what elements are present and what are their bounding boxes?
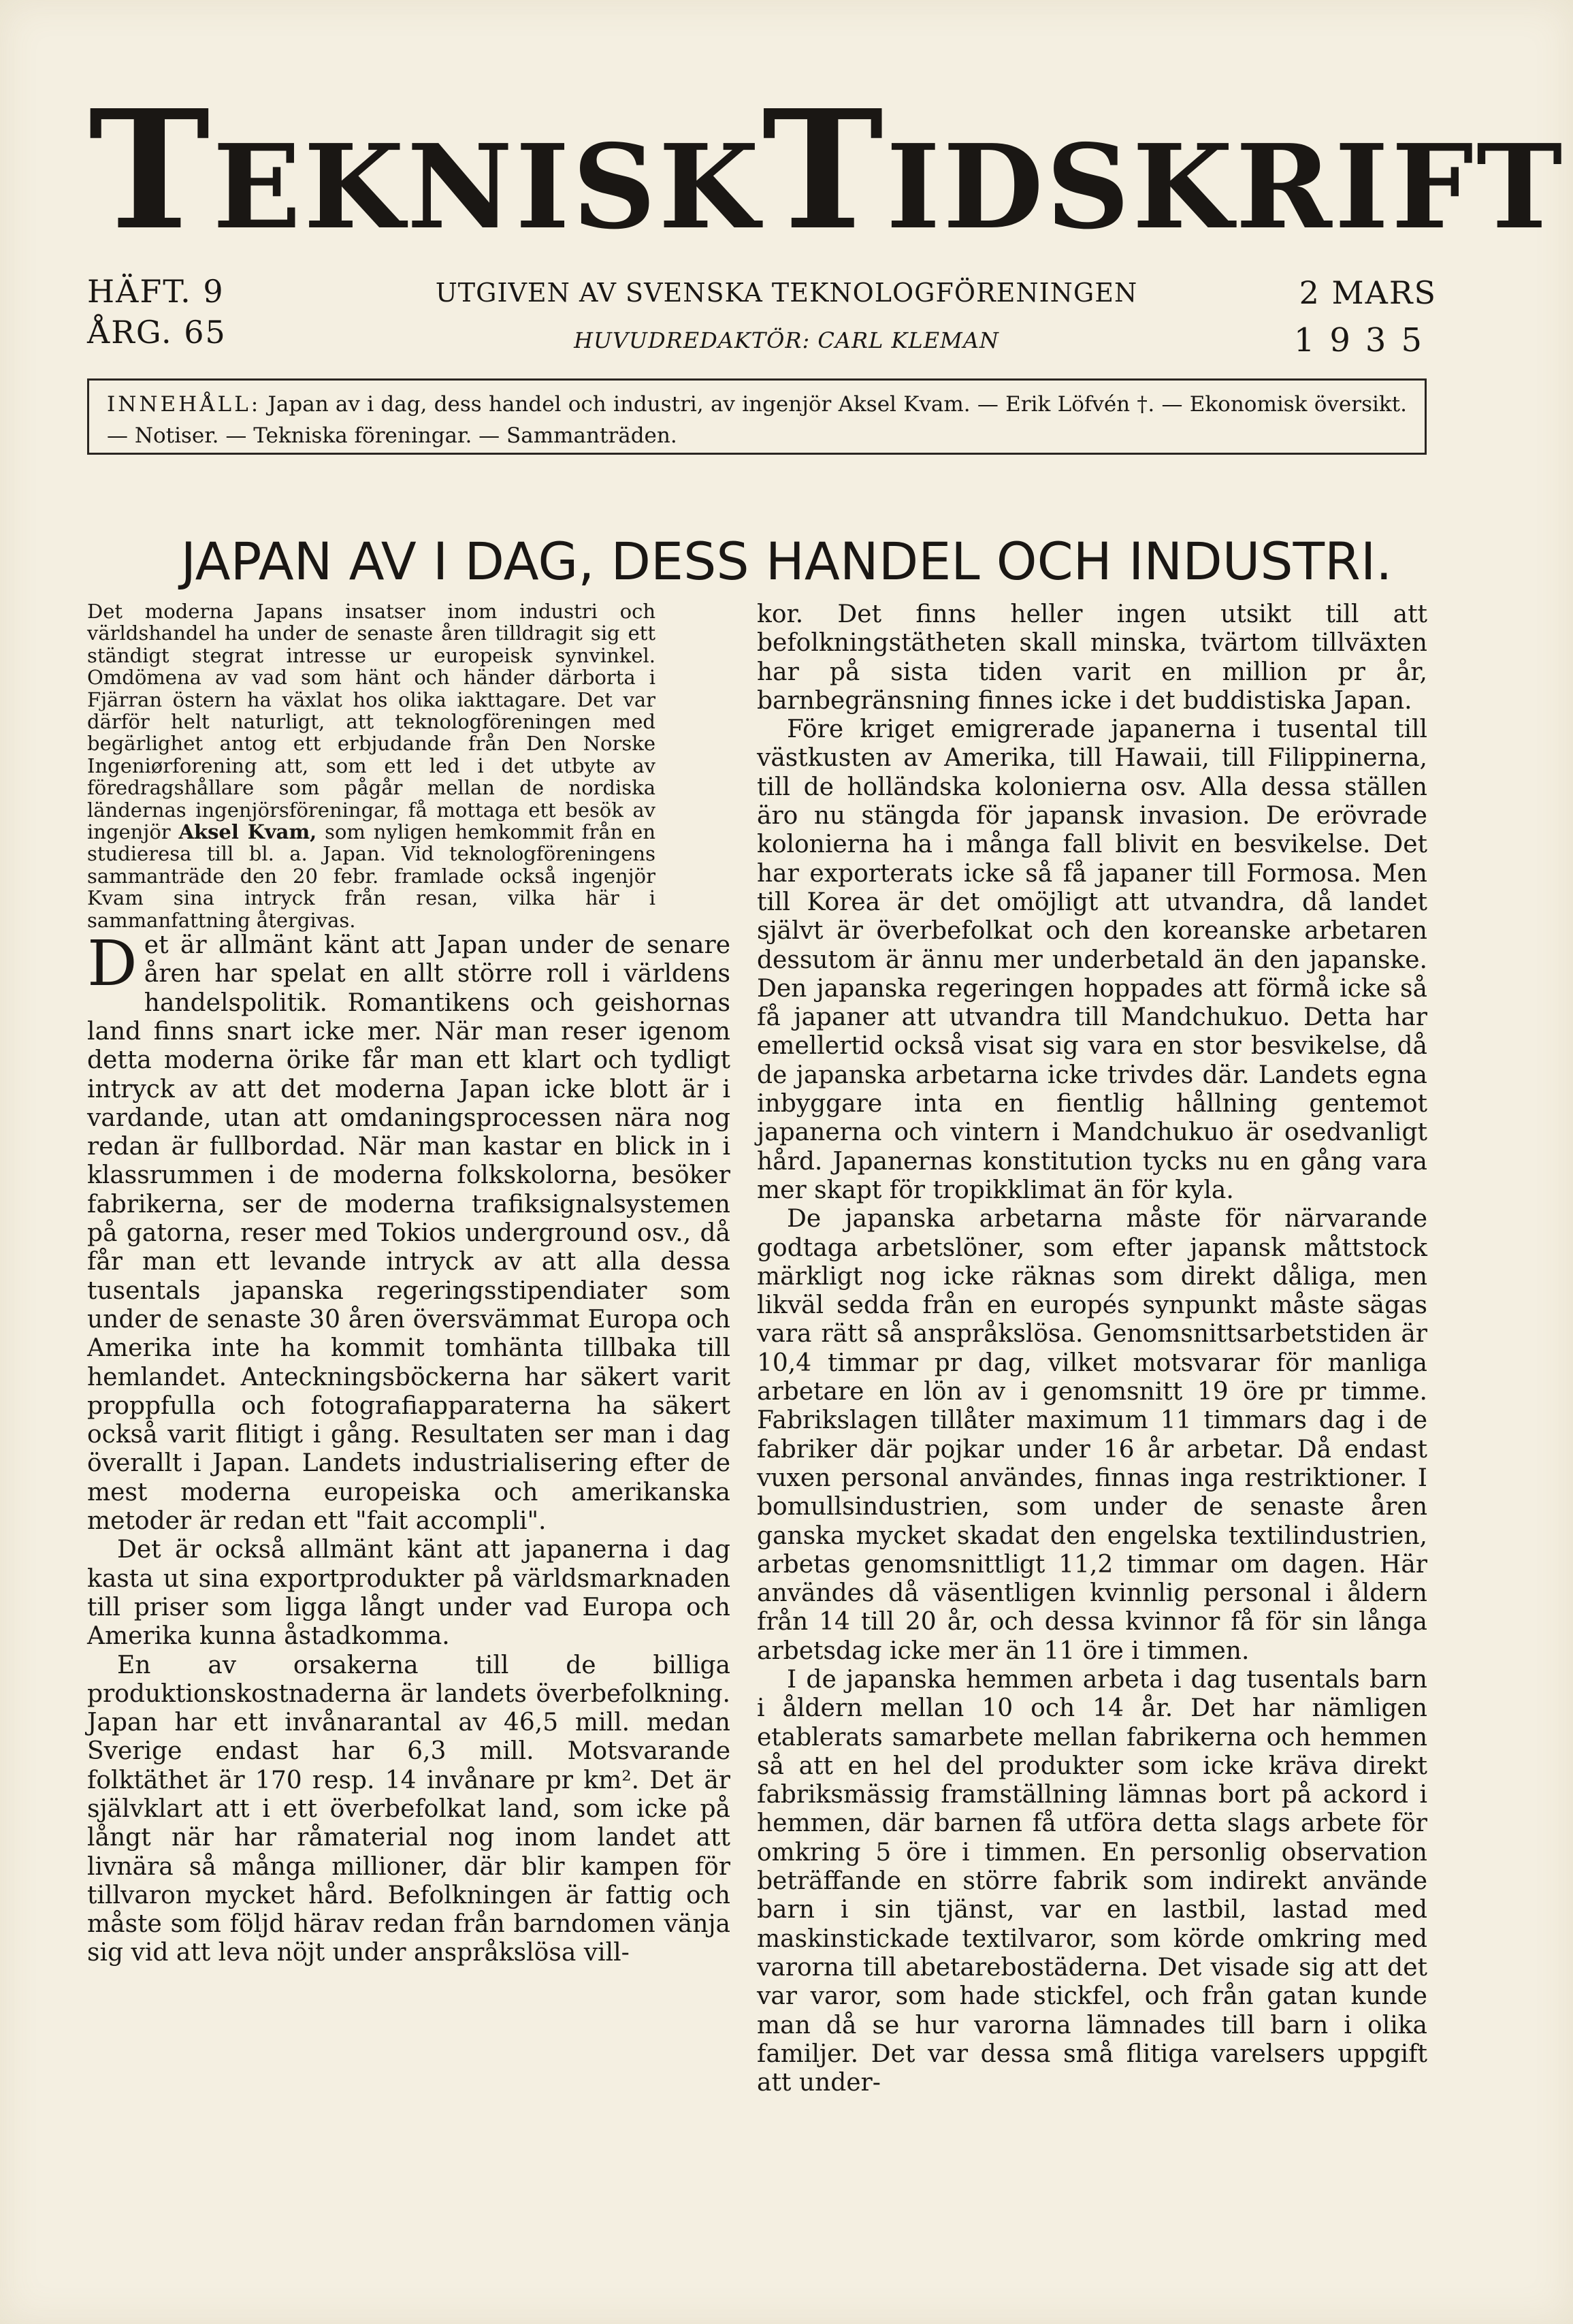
- article-headline: JAPAN AV I DAG, DESS HANDEL OCH INDUSTRI.: [180, 531, 1393, 592]
- article-column-right: [757, 600, 1427, 2097]
- paragraph: Före kriget emigrerade japanerna i tusental till västkusten av Amerika, till Hawaii, till Filippinerna, till de holländska kolonierna osv. Alla dessa ställen äro nu stängda för japansk invasion. De erövrade kolonierna ha i många fall blivit en besvikelse. Det har exporterats icke så få japaner till Formosa. Men till Korea är det omöjligt att utvandra, då landet självt är överbefolkat och den koreanske arbetaren dessutom är ännu mer underbetald än den japanske. Den japanska regeringen hoppades att förmå icke så få japaner att utvandra till Mandchukuo. Detta har emellertid också visat sig vara en stor besvikelse, då de japanska arbetarna icke trivdes där. Landets egna inbyggare inta en fientlig hållning gentemot japanerna och vintern i Mandchukuo är osedvanligt hård. Japanernas konstitution tycks nu en gång vara mer skapt för tropikklimat än för kyla.: [757, 715, 1427, 1204]
- paragraph: Det är också allmänt känt att japanerna i dag kasta ut sina exportprodukter på världsmarknaden till priser som ligga långt under vad Europa och Amerika kunna åstadkomma.: [87, 1536, 730, 1651]
- article-column-left: [87, 600, 730, 1968]
- intro-author: Aksel Kvam,: [178, 820, 317, 844]
- intro-text-cont: som nyligen hemkommit från en studieresa till bl. a. Japan. Vid teknologföreningens sammanträde den 20 febr. framlade också ingenjör Kvam sina intryck från resan, vilka här i sammanfattning återgivas.: [87, 820, 655, 932]
- paragraph: De japanska arbetarna måste för närvarande godtaga arbetslöner, som efter japansk måttstock märkligt nog icke räknas som direkt dåliga, men likväl sedda från en europés synpunkt måste sägas vara rätt så anspråkslösa. Genomsnittsarbetstiden är 10,4 timmar pr dag, vilket motsvarar för manliga arbetare en lön av i genomsnitt 19 öre pr timme. Fabrikslagen tillåter maximum 11 timmars dag i de fabriker där pojkar under 16 år arbetar. Då endast vuxen personal användes, finnas inga restriktioner. I bomullsindustrien, som under de senaste åren ganska mycket skadat den engelska textilindustrien, arbetas genomsnittligt 11,2 timmar om dagen. Här användes då väsentligen kvinnlig personal i åldern från 14 till 20 år, och dessa kvinnor få för sin långa arbetsdag icke mer än 11 öre i timmen.: [757, 1205, 1427, 1665]
- masthead-initial: T: [762, 74, 886, 266]
- issue-date: 2 MARS: [1299, 274, 1437, 311]
- paragraph: [87, 927, 730, 1536]
- masthead-rest: IDSKRIFT: [886, 119, 1566, 255]
- issue-haft: HÄFT. 9: [87, 273, 225, 310]
- masthead-rest: EKNISK: [212, 119, 762, 255]
- article-intro: [87, 600, 655, 931]
- masthead-word-tidskrift: [762, 74, 1566, 266]
- issue-year: 1935: [1293, 321, 1437, 359]
- contents-label: INNEHÅLL:: [107, 392, 261, 417]
- issue-argang: ÅRG. 65: [87, 314, 227, 351]
- drop-cap: D: [87, 927, 137, 1001]
- paragraph: kor. Det finns heller ingen utsikt till att befolkningstätheten skall minska, tvärtom tillväxten har på sista tiden varit en million pr år, barnbegränsning finnes icke i det buddistiska Japan.: [757, 600, 1427, 715]
- paragraph: I de japanska hemmen arbeta i dag tusentals barn i åldern mellan 10 och 14 år. Det har nämligen etablerats samarbete mellan fabrikerna och hemmen så att en hel del produkter som icke kräva direkt fabriksmässig framställning lämnas bort på ackord i hemmen, där barnen få utföra detta slags arbete för omkring 5 öre i timmen. En personlig observation beträffande en större fabrik som indirekt använde barn i sin tjänst, var en lastbil, lastad med maskinstickade textilvaror, som körde omkring med varorna till abetarebostäderna. Det visade sig att det var varor, som hade stickfel, och från gatan kunde man då se hur varorna lämnades till barn i olika familjer. Det var dessa små flitiga varelsers uppgift att under-: [757, 1665, 1427, 2097]
- editor-line: HUVUDREDAKTÖR: CARL KLEMAN: [574, 327, 999, 353]
- paragraph: En av orsakerna till de billiga produktionskostnaderna är landets överbefolkning. Japan har ett invånarantal av 46,5 mill. medan Sverige endast har 6,3 mill. Motsvarande folktäthet är 170 resp. 14 invånare pr km². Det är självklart att i ett överbefolkat land, som icke på långt när har råmaterial nog inom landet att livnära så många millioner, där blir kampen för tillvaron mycket hård. Befolkningen är fattig och måste som följd härav redan från barndomen vänja sig vid att leva nöjt under anspråkslösa vill-: [87, 1651, 730, 1967]
- masthead-word-teknisk: [88, 74, 762, 266]
- contents-text: Japan av i dag, dess handel och industri, av ingenjör Aksel Kvam. — Erik Löfvén †. — Ekonomisk översikt. — Notiser. — Tekniska föreningar. — Sammanträden.: [107, 392, 1407, 448]
- masthead-initial: T: [88, 74, 213, 266]
- paragraph-text: et är allmänt känt att Japan under de senare åren har spelat en allt större roll i världens handelspolitik. Romantikens och geishornas land finns snart icke mer. När man reser igenom detta moderna örike får man ett klart och tydligt intryck av att det moderna Japan icke blott är i vardande, utan att omdaningsprocessen nära nog redan är fullbordad. När man kastar en blick in i klassrummen i de moderna folkskolorna, besöker fabrikerna, ser de moderna trafiksignalsystemen på gatorna, reser med Tokios underground osv., då får man ett levande intryck av att alla dessa tusentals japanska regeringsstipendiater som under de senaste 30 åren översvämmat Europa och Amerika inte ha kommit tomhänta tillbaka till hemlandet. Anteckningsböckerna har säkert varit proppfulla och fotografiapparaterna ha säkert också varit flitigt i gång. Resultaten ser man i dag överallt i Japan. Landets industrialisering efter de mest moderna europeiska och amerikanska metoder är redan ett "fait accompli".: [87, 931, 730, 1536]
- contents-box: [87, 378, 1427, 455]
- issue-date-block: [1294, 272, 1437, 361]
- masthead-title: [88, 74, 1566, 266]
- intro-text: Det moderna Japans insatser inom industri och världshandel ha under de senaste åren tilldragit sig ett ständigt stegrat intresse ur europeisk synvinkel. Omdömena av vad som hänt och händer därborta i Fjärran östern ha växlat hos olika iakttagare. Det var därför helt naturligt, att teknologföreningen med begärlighet antog ett erbjudande från Den Norske Ingeniørforening att, som ett led i det utbyte av föredragshållare som pågår mellan de nordiska ländernas ingenjörsföreningar, få mottaga ett besök av ingenjör: [87, 600, 655, 844]
- publisher-line: UTGIVEN AV SVENSKA TEKNOLOGFÖRENINGEN: [435, 278, 1138, 308]
